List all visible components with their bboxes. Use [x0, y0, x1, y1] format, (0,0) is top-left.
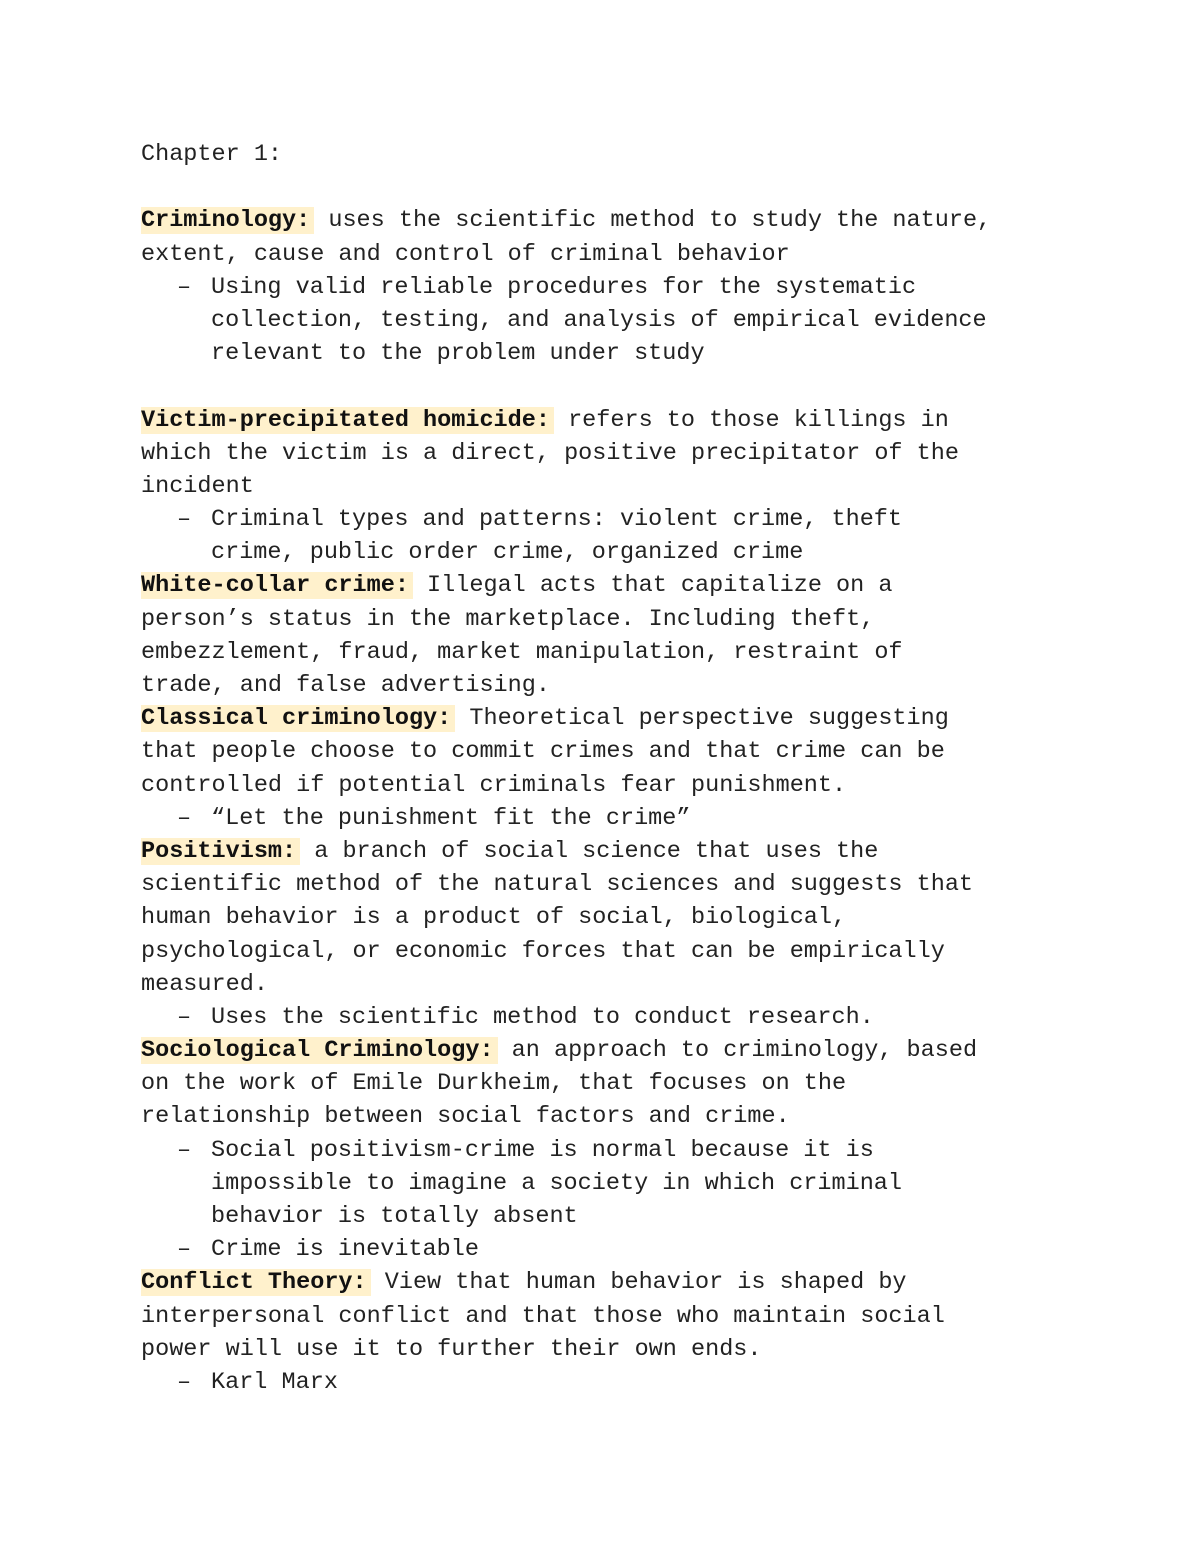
- bullet-text: collection, testing, and analysis of empirical evidence: [211, 306, 987, 334]
- conflict-line-1: [141, 1266, 1081, 1299]
- definition-text: on the work of Emile Durkheim, that focuses on the: [141, 1070, 847, 1098]
- positivism-line-1: [141, 835, 1081, 868]
- definition-text: Theoretical perspective suggesting: [455, 705, 949, 733]
- definition-text: which the victim is a direct, positive precipitator of the: [141, 439, 959, 467]
- bullet-text: crime, public order crime, organized crime: [211, 539, 804, 567]
- definition-text: power will use it to further their own ends.: [141, 1335, 762, 1363]
- spacer: [141, 370, 1081, 403]
- term-conflict-theory: Conflict Theory:: [141, 1269, 371, 1296]
- definition-text: that people choose to commit crimes and that crime can be: [141, 738, 945, 766]
- term-classical-criminology: Classical criminology:: [141, 705, 455, 732]
- dash-bullet-icon: –: [177, 1136, 192, 1164]
- bullet-text: behavior is totally absent: [211, 1203, 578, 1230]
- chapter-title: Chapter 1:: [141, 141, 283, 168]
- dash-bullet-icon: –: [177, 1368, 192, 1396]
- bullet-text: Using valid reliable procedures for the systematic: [211, 273, 917, 301]
- victim-line-1: [141, 404, 1081, 437]
- definition-text: refers to those killings in: [553, 406, 949, 434]
- definition-text: relationship between social factors and crime.: [141, 1103, 790, 1131]
- classical-line-1: [141, 702, 1081, 735]
- definition-text: interpersonal conflict and that those who maintain social: [141, 1302, 945, 1330]
- bullet-item: [141, 1134, 1081, 1167]
- definition-text: measured.: [141, 970, 268, 998]
- definition-text: human behavior is a product of social, biological,: [141, 904, 847, 932]
- white-collar-line-1: [141, 569, 1081, 602]
- definition-text: Illegal acts that capitalize on a: [412, 572, 893, 600]
- bullet-item: [141, 802, 1081, 835]
- definition-text: extent, cause and control of criminal behavior: [141, 240, 790, 268]
- dash-bullet-icon: –: [177, 804, 192, 832]
- term-criminology: Criminology:: [141, 207, 314, 234]
- definition-text: psychological, or economic forces that can be empirically: [141, 937, 945, 965]
- sociological-line-1: [141, 1034, 1081, 1067]
- term-white-collar-crime: White-collar crime:: [141, 572, 413, 599]
- dash-bullet-icon: –: [177, 1003, 192, 1031]
- bullet-text: Crime is inevitable: [211, 1236, 479, 1264]
- bullet-item: [141, 1366, 1081, 1399]
- definition-text: a branch of social science that uses the: [300, 837, 879, 865]
- bullet-text: Karl Marx: [211, 1368, 338, 1396]
- term-sociological-criminology: Sociological Criminology:: [141, 1037, 498, 1064]
- definition-text: scientific method of the natural sciences and suggests that: [141, 871, 974, 899]
- bullet-text: “Let the punishment fit the crime”: [211, 804, 691, 832]
- spacer: [141, 171, 1081, 204]
- definition-text: controlled if potential criminals fear punishment.: [141, 771, 847, 799]
- bullet-item: [141, 271, 1081, 304]
- definition-text: trade, and false advertising.: [141, 672, 550, 699]
- bullet-text: Uses the scientific method to conduct research.: [211, 1003, 874, 1031]
- dash-bullet-icon: –: [177, 273, 192, 301]
- bullet-item: [141, 1233, 1081, 1266]
- definition-text: uses the scientific method to study the nature,: [314, 207, 992, 235]
- definition-text: incident: [141, 472, 254, 500]
- definition-text: person’s status in the marketplace. Including theft,: [141, 605, 875, 633]
- dash-bullet-icon: –: [177, 506, 192, 534]
- bullet-text: Criminal types and patterns: violent crime, theft: [211, 506, 903, 534]
- document-page: [141, 138, 1081, 1399]
- definition-text: View that human behavior is shaped by: [370, 1269, 907, 1297]
- dash-bullet-icon: –: [177, 1236, 192, 1264]
- bullet-item: [141, 503, 1081, 536]
- bullet-text: impossible to imagine a society in which criminal: [211, 1169, 903, 1197]
- term-positivism: Positivism:: [141, 838, 300, 865]
- definition-text: embezzlement, fraud, market manipulation, restraint of: [141, 638, 903, 666]
- definition-text: an approach to criminology, based: [497, 1037, 978, 1065]
- criminology-line-1: [141, 204, 1081, 237]
- bullet-item: [141, 1001, 1081, 1034]
- bullet-text: relevant to the problem under study: [211, 340, 705, 368]
- term-victim-precipitated-homicide: Victim-precipitated homicide:: [141, 407, 554, 434]
- bullet-text: Social positivism-crime is normal because it is: [211, 1136, 874, 1164]
